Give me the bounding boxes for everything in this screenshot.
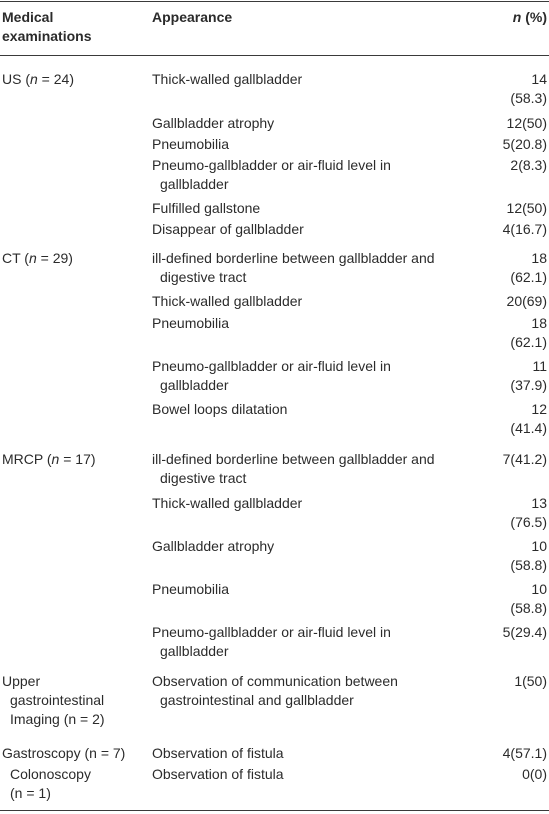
row-5-appearance: Disappear of gallbladder [152, 221, 304, 237]
row-6-appearance: ill-defined borderline between gallbladder and digestive tract [152, 250, 435, 285]
row-9-value: 11 (37.9) [510, 358, 547, 393]
header-n-pct [513, 8, 547, 27]
row-2-value: 5(20.8) [502, 136, 547, 152]
exam-upper-gi: Upper gastrointestinal Imaging (n = 2) [2, 673, 105, 727]
header-exam [2, 8, 91, 46]
row-8-appearance: Pneumobilia [152, 315, 230, 331]
row-13-appearance: Gallbladder atrophy [152, 538, 275, 554]
row-15-appearance: Pneumo-gallbladder or air-fluid level in gallbladder [152, 624, 391, 659]
exam-gastroscopy: Gastroscopy (n = 7) [2, 745, 126, 761]
row-5-value: 4(16.7) [502, 221, 547, 237]
header-pct: (%) [521, 9, 547, 25]
row-17-value: 4(57.1) [502, 745, 547, 761]
top-rule [0, 1, 549, 2]
row-3-value: 2(8.3) [510, 157, 547, 173]
row-10-appearance: Bowel loops dilatation [152, 401, 288, 417]
row-17-appearance: Observation of fistula [152, 745, 284, 761]
header-appearance: Appearance [152, 9, 233, 25]
row-16-appearance: Observation of communication between gastrointestinal and gallbladder [152, 673, 398, 708]
row-11-appearance: ill-defined borderline between gallbladder and digestive tract [152, 451, 435, 486]
row-14-appearance: Pneumobilia [152, 581, 230, 597]
row-13-value: 10 (58.8) [510, 538, 547, 573]
row-1-appearance: Gallbladder atrophy [152, 115, 275, 131]
row-11-value: 7(41.2) [502, 451, 547, 467]
bottom-rule [0, 810, 549, 811]
row-18-value: 0(0) [522, 766, 547, 782]
row-15-value: 5(29.4) [502, 624, 547, 640]
row-1-value: 12(50) [506, 115, 547, 131]
row-6-value: 18 (62.1) [510, 250, 547, 285]
exam-us: US (n = 24) [2, 71, 74, 87]
row-10-value: 12 (41.4) [510, 401, 547, 436]
header-n: n [512, 9, 522, 25]
row-0-appearance: Thick-walled gallbladder [152, 71, 303, 87]
exam-colonoscopy: Colonoscopy (n = 1) [10, 766, 91, 801]
row-7-value: 20(69) [506, 293, 547, 309]
header-exam-line1: Medical [2, 9, 54, 25]
row-9-appearance: Pneumo-gallbladder or air-fluid level in gallbladder [152, 358, 391, 393]
row-7-appearance: Thick-walled gallbladder [152, 293, 303, 309]
row-14-value: 10 (58.8) [510, 581, 547, 616]
exam-ct: CT (n = 29) [2, 250, 73, 266]
row-3-appearance: Pneumo-gallbladder or air-fluid level in gallbladder [152, 157, 391, 192]
exam-mrcp: MRCP (n = 17) [2, 451, 96, 467]
row-2-appearance: Pneumobilia [152, 136, 230, 152]
row-18-appearance: Observation of fistula [152, 766, 284, 782]
header-rule [0, 55, 549, 56]
row-4-value: 12(50) [506, 200, 547, 216]
row-4-appearance: Fulfilled gallstone [152, 200, 261, 216]
row-16-value: 1(50) [514, 673, 547, 689]
header-exam-line2: examinations [2, 28, 92, 44]
row-12-appearance: Thick-walled gallbladder [152, 495, 303, 511]
row-12-value: 13 (76.5) [510, 495, 547, 530]
row-0-value: 14 (58.3) [510, 71, 547, 106]
row-8-value: 18 (62.1) [510, 315, 547, 350]
